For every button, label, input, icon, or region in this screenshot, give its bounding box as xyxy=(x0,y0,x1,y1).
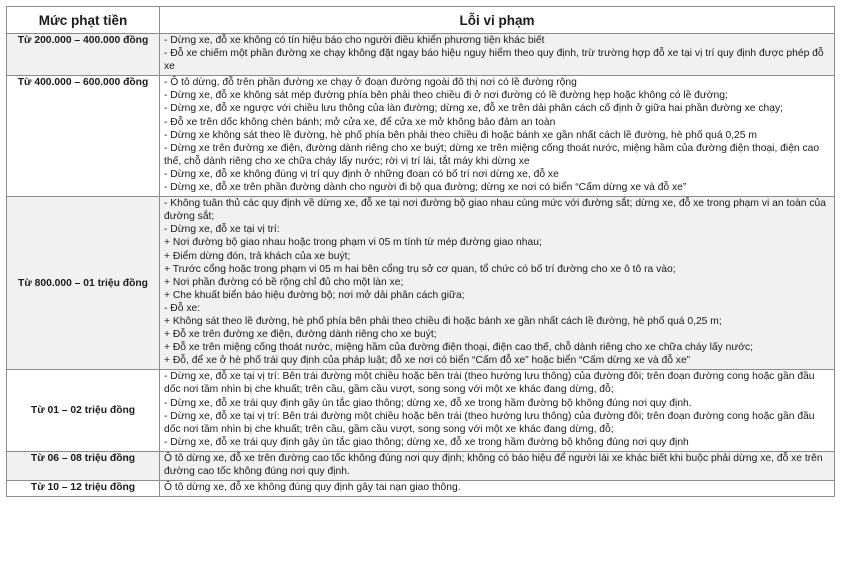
violation-cell xyxy=(160,481,835,497)
violation-line: + Đỗ, để xe ở hè phố trái quy định của pháp luật; đỗ xe nơi có biển “Cấm đỗ xe” hoặc biển “Cấm dừng xe và đỗ xe” xyxy=(164,355,691,367)
violation-line: - Dừng xe trên đường xe điện, đường dành riêng cho xe buýt; dừng xe trên miệng cống thoát nước, miệng hầm của đường điện thoại, điện cao thế, chỗ dành riêng cho xe chữa cháy lấy nước; rời vị trí lái, tắt máy khi dừng xe xyxy=(164,142,820,167)
violation-line: - Đỗ xe chiếm một phần đường xe chạy không đặt ngay báo hiệu nguy hiểm theo quy định, trừ trường hợp đỗ xe tại vị trí quy định được phép đỗ xe xyxy=(164,48,824,73)
violation-line: + Nơi đường bộ giao nhau hoặc trong phạm vi 05 m tính từ mép đường giao nhau; xyxy=(164,237,542,249)
table-row xyxy=(7,370,835,452)
violation-line: + Nơi phần đường có bề rộng chỉ đủ cho một làn xe; xyxy=(164,276,404,288)
violation-cell xyxy=(160,370,835,452)
violation-line: + Trước cổng hoặc trong phạm vi 05 m hai bên cổng trụ sở cơ quan, tổ chức có bố trí đường cho xe ô tô ra vào; xyxy=(164,263,676,275)
violation-line: - Đỗ xe trên dốc không chèn bánh; mở cửa xe, để cửa xe mở không bảo đảm an toàn xyxy=(164,116,556,128)
violation-line: - Dừng xe, đỗ xe trái quy định gây ùn tắc giao thông; dừng xe, đỗ xe trong hầm đường bộ không đúng nơi quy định xyxy=(164,436,689,448)
violation-line: - Dừng xe, đỗ xe trái quy định gây ùn tắc giao thông; dừng xe, đỗ xe trong hầm đường bộ không đúng nơi quy định. xyxy=(164,397,692,409)
violation-line: + Đỗ xe trên đường xe điện, đường dành riêng cho xe buýt; xyxy=(164,329,437,341)
violation-line: - Dừng xe, đỗ xe trên phần đường dành cho người đi bộ qua đường; dừng xe nơi có biển “Cấm dừng xe và đỗ xe” xyxy=(164,182,687,194)
violation-line: - Dừng xe, đỗ xe không đúng vị trí quy định ở những đoạn có bố trí nơi dừng xe, đỗ xe xyxy=(164,168,559,180)
table-row xyxy=(7,481,835,497)
fine-amount-cell: Từ 06 – 08 triệu đồng xyxy=(7,451,160,480)
violation-line: + Đỗ xe trên miệng cống thoát nước, miệng hầm của đường điện thoại, điện cao thế, chỗ dành riêng cho xe chữa cháy lấy nước; xyxy=(164,342,754,354)
violation-column-header: Lỗi vi phạm xyxy=(160,7,835,34)
violation-line: + Che khuất biển báo hiệu đường bộ; nơi mở dải phân cách giữa; xyxy=(164,289,465,301)
violation-line: - Dừng xe không sát theo lề đường, hè phố phía bên phải theo chiều đi hoặc bánh xe gần nhất cách lề đường, hè phố quá 0,25 m xyxy=(164,129,757,141)
fine-column-header: Mức phạt tiền xyxy=(7,7,160,34)
fine-amount-cell: Từ 01 – 02 triệu đồng xyxy=(7,370,160,452)
violation-line: - Dừng xe, đỗ xe tại vị trí: xyxy=(164,224,280,236)
violation-line: + Điểm dừng đón, trả khách của xe buýt; xyxy=(164,250,351,262)
violation-line: Ô tô dừng xe, đỗ xe không đúng quy định gây tai nạn giao thông. xyxy=(164,482,461,494)
fine-amount-cell: Từ 400.000 – 600.000 đồng xyxy=(7,76,160,197)
table-row xyxy=(7,34,835,76)
violation-line: - Đỗ xe: xyxy=(164,302,201,314)
violation-line: Ô tô dừng xe, đỗ xe trên đường cao tốc không đúng nơi quy định; không có báo hiệu để người lái xe khác biết khi buộc phải dừng xe, đỗ xe trên đường cao tốc không đúng nơi quy định. xyxy=(164,452,823,477)
table-row xyxy=(7,197,835,370)
header-row xyxy=(7,7,835,34)
violation-line: - Dừng xe, đỗ xe tại vị trí: Bên trái đường một chiều hoặc bên trái (theo hướng lưu thông) của đường đôi; trên đoạn đường cong hoặc gần đầu dốc nơi tầm nhìn bị che khuất; trên cầu, gầm cầu vượt, song song với một xe khác đang dừng, đỗ; xyxy=(164,371,815,396)
violation-line: - Dừng xe, đỗ xe không có tín hiệu báo cho người điều khiển phương tiện khác biết xyxy=(164,35,545,46)
penalty-table xyxy=(6,6,835,497)
violation-line: + Không sát theo lề đường, hè phố phía bên phải theo chiều đi hoặc bánh xe gần nhất cách lề đường, hè phố quá 0,25 m; xyxy=(164,315,722,327)
violation-line: - Dừng xe, đỗ xe không sát mép đường phía bên phải theo chiều đi ở nơi đường có lề đường hẹp hoặc không có lề đường; xyxy=(164,90,728,102)
violation-cell xyxy=(160,34,835,76)
violation-line: - Dừng xe, đỗ xe tại vị trí: Bên trái đường một chiều hoặc bên trái (theo hướng lưu thông) của đường đôi; trên đoạn đường cong hoặc gần đầu dốc nơi tầm nhìn bị che khuất; trên cầu, gầm cầu vượt, song song với một xe khác đang dừng, đỗ; xyxy=(164,410,815,435)
fine-amount-cell: Từ 10 – 12 triệu đồng xyxy=(7,481,160,497)
violation-cell xyxy=(160,76,835,197)
violation-cell xyxy=(160,197,835,370)
violation-line: - Dừng xe, đỗ xe ngược với chiều lưu thông của làn đường; dừng xe, đỗ xe trên dải phân cách cố định ở giữa hai phần đường xe chạy; xyxy=(164,103,783,115)
violation-line: - Không tuân thủ các quy định về dừng xe, đỗ xe tại nơi đường bộ giao nhau cùng mức với đường sắt; dừng xe, đỗ xe trong phạm vi an toàn của đường sắt; xyxy=(164,198,826,223)
table-row xyxy=(7,451,835,480)
table-row xyxy=(7,76,835,197)
fine-amount-cell: Từ 800.000 – 01 triệu đồng xyxy=(7,197,160,370)
violation-cell xyxy=(160,451,835,480)
violation-line: - Ô tô dừng, đỗ trên phần đường xe chạy ở đoạn đường ngoài đô thị nơi có lề đường rộng xyxy=(164,77,577,89)
fine-amount-cell: Từ 200.000 – 400.000 đồng xyxy=(7,34,160,76)
